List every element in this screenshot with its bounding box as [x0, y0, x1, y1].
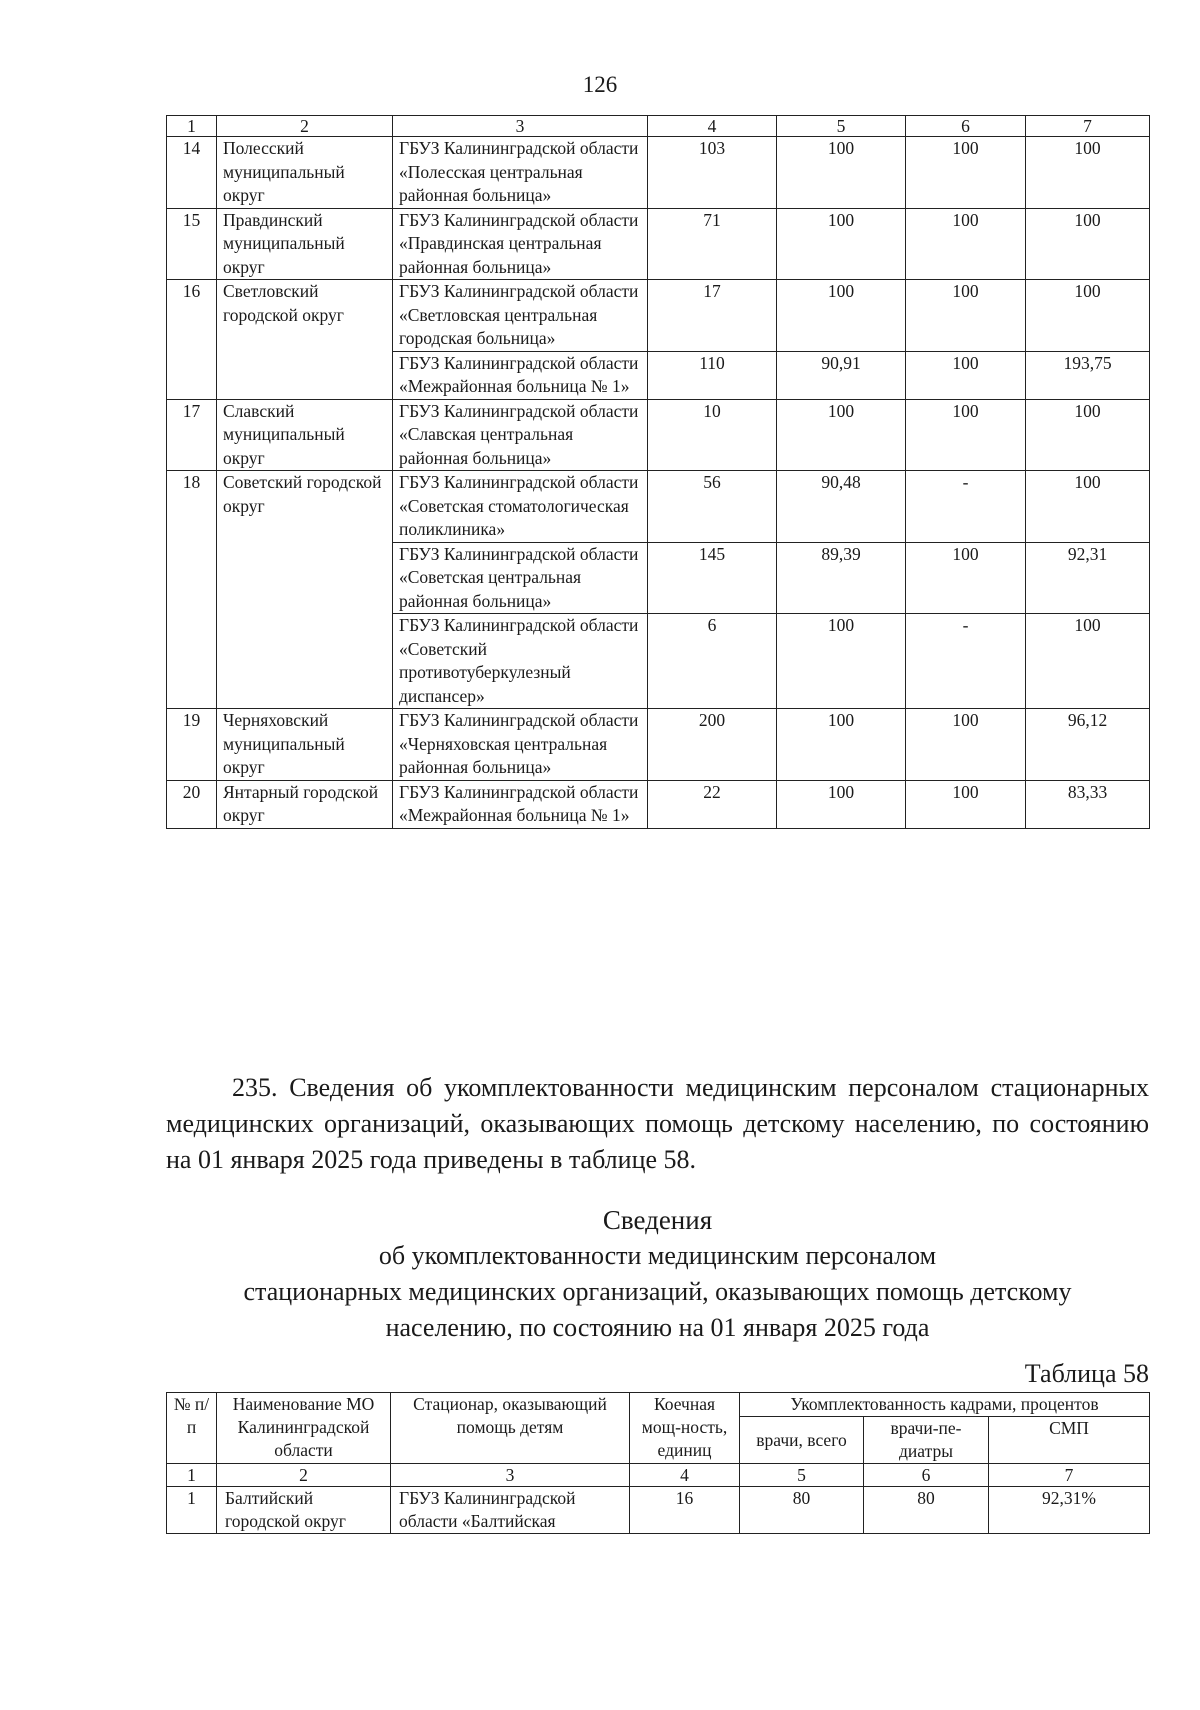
heading-line: стационарных медицинских организаций, оказывающих помощь детскому [243, 1277, 1072, 1306]
row-number: 14 [167, 137, 217, 209]
value-cell: 96,12 [1026, 709, 1150, 781]
column-number: 6 [864, 1464, 989, 1487]
value-cell: 80 [864, 1487, 989, 1534]
value-cell: 22 [648, 780, 777, 828]
value-cell: 100 [777, 709, 906, 781]
value-cell: 71 [648, 208, 777, 280]
value-cell: 89,39 [777, 542, 906, 614]
row-number: 20 [167, 780, 217, 828]
row-number: 18 [167, 471, 217, 709]
heading-line: населению, по состоянию на 01 января 2025 года [385, 1313, 930, 1342]
column-number: 3 [391, 1464, 630, 1487]
value-cell: 103 [648, 137, 777, 209]
header-pediatricians: врачи-пе-диатры [864, 1417, 989, 1464]
value-cell: 145 [648, 542, 777, 614]
value-cell: 100 [1026, 280, 1150, 352]
header-smp: СМП [989, 1417, 1150, 1464]
table-heading [166, 1202, 1149, 1346]
column-number: 2 [217, 1464, 391, 1487]
value-cell: 100 [906, 399, 1026, 471]
table-header-row [167, 1393, 1150, 1417]
header-staffing: Укомплектованность кадрами, процентов [740, 1393, 1150, 1417]
row-number: 19 [167, 709, 217, 781]
value-cell: 100 [777, 780, 906, 828]
value-cell: 193,75 [1026, 351, 1150, 399]
value-cell: 90,48 [777, 471, 906, 543]
table-row [167, 280, 1150, 352]
value-cell: 100 [1026, 399, 1150, 471]
value-cell: 100 [906, 542, 1026, 614]
organization-name: ГБУЗ Калининградской области «Славская центральная районная больница» [393, 399, 648, 471]
value-cell: 16 [630, 1487, 740, 1534]
value-cell: 92,31 [1026, 542, 1150, 614]
column-number: 6 [906, 116, 1026, 137]
organization-name: ГБУЗ Калининградской области «Советский противотуберкулезный диспансер» [393, 614, 648, 709]
value-cell: 83,33 [1026, 780, 1150, 828]
value-cell: 200 [648, 709, 777, 781]
value-cell: 100 [1026, 471, 1150, 543]
value-cell: 100 [906, 280, 1026, 352]
column-number: 5 [777, 116, 906, 137]
table-caption: Таблица 58 [1024, 1359, 1149, 1388]
body-paragraph [166, 1070, 1149, 1178]
header-bed-capacity: Коечная мощ-ность, единиц [630, 1393, 740, 1464]
table-row [167, 399, 1150, 471]
value-cell: 110 [648, 351, 777, 399]
value-cell: 100 [906, 351, 1026, 399]
value-cell: 100 [906, 709, 1026, 781]
table-row [167, 780, 1150, 828]
value-cell: 80 [740, 1487, 864, 1534]
column-number: 1 [167, 1464, 217, 1487]
value-cell: 92,31% [989, 1487, 1150, 1534]
municipality-name: Правдинский муниципальный округ [217, 208, 393, 280]
column-number: 5 [740, 1464, 864, 1487]
value-cell: 100 [1026, 137, 1150, 209]
municipality-name: Балтийский городской округ [217, 1487, 391, 1534]
value-cell: 6 [648, 614, 777, 709]
header-hospital: Стационар, оказывающий помощь детям [391, 1393, 630, 1464]
header-doctors: врачи, всего [740, 1417, 864, 1464]
column-number: 7 [989, 1464, 1150, 1487]
organization-name: ГБУЗ Калининградской области «Межрайонная больница № 1» [393, 351, 648, 399]
municipality-name: Советский городской округ [217, 471, 393, 709]
row-number: 16 [167, 280, 217, 400]
table-row [167, 1487, 1150, 1534]
organization-name: ГБУЗ Калининградской области «Светловская центральная городская больница» [393, 280, 648, 352]
value-cell: - [906, 471, 1026, 543]
column-number: 4 [630, 1464, 740, 1487]
value-cell: - [906, 614, 1026, 709]
value-cell: 10 [648, 399, 777, 471]
column-number: 1 [167, 116, 217, 137]
value-cell: 100 [1026, 614, 1150, 709]
column-number: 3 [393, 116, 648, 137]
page-number: 126 [582, 72, 618, 97]
header-municipality: Наименование МО Калининградской области [217, 1393, 391, 1464]
organization-name: ГБУЗ Калининградской области «Балтийская [391, 1487, 630, 1534]
heading-line: Сведения [602, 1205, 713, 1235]
table-row [167, 709, 1150, 781]
column-number-row [167, 116, 1150, 137]
municipality-name: Янтарный городской округ [217, 780, 393, 828]
value-cell: 90,91 [777, 351, 906, 399]
value-cell: 100 [906, 137, 1026, 209]
organization-name: ГБУЗ Калининградской области «Советская стоматологическая поликлиника» [393, 471, 648, 543]
organization-name: ГБУЗ Калининградской области «Советская центральная районная больница» [393, 542, 648, 614]
continuation-table [166, 115, 1150, 829]
value-cell: 100 [906, 780, 1026, 828]
value-cell: 100 [777, 137, 906, 209]
value-cell: 100 [777, 280, 906, 352]
municipality-name: Черняховский муниципальный округ [217, 709, 393, 781]
municipality-name: Полесский муниципальный округ [217, 137, 393, 209]
value-cell: 56 [648, 471, 777, 543]
row-number: 15 [167, 208, 217, 280]
organization-name: ГБУЗ Калининградской области «Межрайонная больница № 1» [393, 780, 648, 828]
table-58 [166, 1392, 1150, 1534]
column-number-row [167, 1464, 1150, 1487]
value-cell: 100 [777, 399, 906, 471]
header-number: № п/п [167, 1393, 217, 1464]
column-number: 4 [648, 116, 777, 137]
value-cell: 100 [906, 208, 1026, 280]
organization-name: ГБУЗ Калининградской области «Правдинская центральная районная больница» [393, 208, 648, 280]
municipality-name: Славский муниципальный округ [217, 399, 393, 471]
row-number: 1 [167, 1487, 217, 1534]
column-number: 2 [217, 116, 393, 137]
value-cell: 17 [648, 280, 777, 352]
heading-line: об укомплектованности медицинским персоналом [378, 1241, 937, 1270]
table-row [167, 471, 1150, 543]
municipality-name: Светловский городской округ [217, 280, 393, 400]
table-row [167, 137, 1150, 209]
value-cell: 100 [1026, 208, 1150, 280]
paragraph-text: 235. Сведения об укомплектованности медицинским персоналом стационарных медицинских организаций, оказывающих помощь детскому населению, по состоянию на 01 января 2025 года приведены в таблице 58. [166, 1073, 1149, 1174]
value-cell: 100 [777, 614, 906, 709]
table-row [167, 208, 1150, 280]
organization-name: ГБУЗ Калининградской области «Полесская центральная районная больница» [393, 137, 648, 209]
organization-name: ГБУЗ Калининградской области «Черняховская центральная районная больница» [393, 709, 648, 781]
value-cell: 100 [777, 208, 906, 280]
column-number: 7 [1026, 116, 1150, 137]
row-number: 17 [167, 399, 217, 471]
